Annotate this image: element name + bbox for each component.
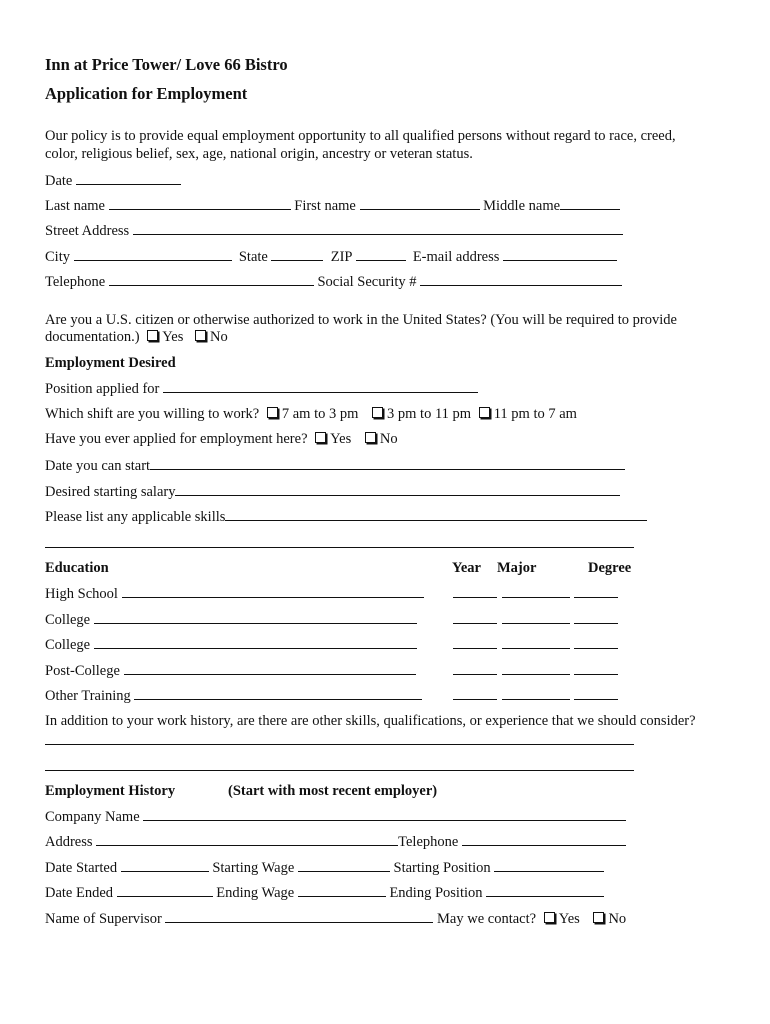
position-row	[45, 379, 478, 398]
citizen-no-checkbox[interactable]	[195, 330, 206, 341]
first-name-field[interactable]	[360, 196, 480, 210]
education-row	[45, 635, 417, 654]
date-ended-row	[45, 883, 604, 902]
education-row	[45, 661, 416, 680]
zip-field[interactable]	[356, 247, 406, 261]
starting-wage-label: Starting Wage	[212, 860, 295, 876]
applied-before-question: Have you ever applied for employment here?	[45, 431, 308, 447]
employer-address-label: Address	[45, 834, 93, 850]
ssn-label: Social Security #	[317, 274, 417, 290]
shift-2-label: 3 pm to 11 pm	[387, 406, 472, 422]
phone-row	[45, 272, 622, 291]
education-row-label: High School	[45, 586, 118, 602]
date-ended-label: Date Ended	[45, 885, 114, 901]
policy-line-1: Our policy is to provide equal employment opportunity to all qualified persons without regard to race, creed,	[45, 128, 676, 144]
contact-question: May we contact?	[437, 911, 537, 927]
year-field[interactable]	[453, 597, 497, 598]
major-field[interactable]	[502, 623, 570, 624]
start-date-field[interactable]	[150, 456, 625, 470]
education-school-field[interactable]	[94, 610, 417, 624]
major-field[interactable]	[502, 648, 570, 649]
company-title: Inn at Price Tower/ Love 66 Bistro	[45, 55, 288, 74]
street-row	[45, 221, 623, 240]
date-ended-field[interactable]	[117, 883, 213, 897]
applied-no-checkbox[interactable]	[365, 432, 376, 443]
city-field[interactable]	[74, 247, 232, 261]
employment-history-note: (Start with most recent employer)	[228, 783, 438, 799]
ending-position-field[interactable]	[486, 883, 604, 897]
additional-line-2[interactable]	[45, 770, 634, 771]
position-label: Position applied for	[45, 381, 160, 397]
education-row-label: Other Training	[45, 688, 131, 704]
position-field[interactable]	[163, 379, 478, 393]
company-name-label: Company Name	[45, 809, 140, 825]
degree-field[interactable]	[574, 648, 618, 649]
state-field[interactable]	[271, 247, 323, 261]
ending-wage-field[interactable]	[298, 883, 386, 897]
shift-1-label: 7 am to 3 pm	[281, 406, 359, 422]
date-started-label: Date Started	[45, 860, 118, 876]
last-name-label: Last name	[45, 198, 105, 214]
starting-position-label: Starting Position	[393, 860, 491, 876]
education-year-header: Year	[452, 560, 481, 576]
education-major-header: Major	[497, 560, 537, 576]
ending-position-label: Ending Position	[389, 885, 483, 901]
shift-1-checkbox[interactable]	[267, 407, 278, 418]
applied-before-row	[45, 430, 398, 448]
contact-yes-checkbox[interactable]	[544, 912, 555, 923]
supervisor-label: Name of Supervisor	[45, 911, 162, 927]
city-label: City	[45, 249, 70, 265]
starting-wage-field[interactable]	[298, 858, 390, 872]
applied-yes-label: Yes	[330, 431, 352, 447]
state-label: State	[238, 249, 268, 265]
applied-yes-checkbox[interactable]	[315, 432, 326, 443]
policy-line-2: color, religious belief, sex, age, national origin, ancestry or veteran status.	[45, 146, 473, 162]
employer-telephone-field[interactable]	[462, 832, 626, 846]
year-field[interactable]	[453, 623, 497, 624]
degree-field[interactable]	[574, 597, 618, 598]
skills-label: Please list any applicable skills	[45, 509, 226, 525]
company-name-field[interactable]	[143, 807, 626, 821]
citizen-no-label: No	[210, 329, 228, 345]
city-row	[45, 247, 617, 266]
middle-name-field[interactable]	[560, 196, 620, 210]
education-row	[45, 686, 422, 705]
year-field[interactable]	[453, 674, 497, 675]
employer-address-field[interactable]	[96, 832, 398, 846]
major-field[interactable]	[502, 674, 570, 675]
date-row	[45, 171, 181, 190]
education-row	[45, 610, 417, 629]
shift-question: Which shift are you willing to work?	[45, 406, 260, 422]
citizen-yes-checkbox[interactable]	[147, 330, 158, 341]
form-title: Application for Employment	[45, 84, 248, 103]
skills-extra-line[interactable]	[45, 547, 634, 548]
contact-no-checkbox[interactable]	[593, 912, 604, 923]
year-field[interactable]	[453, 648, 497, 649]
employment-history-heading: Employment History	[45, 783, 176, 799]
degree-field[interactable]	[574, 623, 618, 624]
name-row	[45, 196, 620, 215]
citizenship-row	[45, 328, 228, 346]
education-school-field[interactable]	[134, 686, 422, 700]
year-field[interactable]	[453, 699, 497, 700]
shift-3-checkbox[interactable]	[479, 407, 490, 418]
education-school-field[interactable]	[94, 635, 417, 649]
shift-row	[45, 405, 577, 423]
email-label: E-mail address	[412, 249, 500, 265]
education-degree-header: Degree	[588, 560, 632, 576]
contact-yes-label: Yes	[558, 911, 580, 927]
first-name-label: First name	[294, 198, 356, 214]
citizen-yes-label: Yes	[162, 329, 184, 345]
company-row	[45, 807, 626, 826]
date-label: Date	[45, 173, 73, 189]
degree-field[interactable]	[574, 674, 618, 675]
middle-name-label: Middle name	[483, 198, 561, 214]
date-started-row	[45, 858, 604, 877]
major-field[interactable]	[502, 597, 570, 598]
salary-label: Desired starting salary	[45, 484, 176, 500]
major-field[interactable]	[502, 699, 570, 700]
shift-2-checkbox[interactable]	[372, 407, 383, 418]
citizenship-line-2: documentation.)	[45, 329, 140, 345]
telephone-label: Telephone	[45, 274, 106, 290]
employment-desired-heading: Employment Desired	[45, 355, 176, 371]
applied-no-label: No	[379, 431, 398, 447]
street-address-label: Street Address	[45, 223, 130, 239]
degree-field[interactable]	[574, 699, 618, 700]
date-field[interactable]	[76, 171, 181, 185]
start-date-label: Date you can start	[45, 458, 151, 474]
date-started-field[interactable]	[121, 858, 209, 872]
education-school-field[interactable]	[122, 584, 424, 598]
education-heading: Education	[45, 560, 109, 576]
education-row-label: College	[45, 637, 91, 653]
supervisor-row	[45, 909, 626, 928]
employer-address-row	[45, 832, 626, 851]
telephone-field[interactable]	[109, 272, 314, 286]
street-address-field[interactable]	[133, 221, 623, 235]
education-row-label: Post-College	[45, 663, 120, 679]
additional-line-1[interactable]	[45, 744, 634, 745]
supervisor-field[interactable]	[165, 909, 433, 923]
education-school-field[interactable]	[124, 661, 416, 675]
start-date-row	[45, 456, 625, 475]
skills-row	[45, 507, 647, 526]
additional-qualifications-question: In addition to your work history, are there are other skills, qualifications, or experience that we should consider?	[45, 713, 696, 729]
education-row-label: College	[45, 612, 91, 628]
salary-row	[45, 482, 620, 501]
email-field[interactable]	[503, 247, 617, 261]
last-name-field[interactable]	[109, 196, 291, 210]
ssn-field[interactable]	[420, 272, 622, 286]
ending-wage-label: Ending Wage	[216, 885, 295, 901]
contact-no-label: No	[608, 911, 627, 927]
skills-field[interactable]	[225, 507, 647, 521]
education-row	[45, 584, 424, 603]
employer-telephone-label: Telephone	[398, 834, 459, 850]
zip-label: ZIP	[330, 249, 352, 265]
citizenship-line-1: Are you a U.S. citizen or otherwise authorized to work in the United States? (You will be required to provide	[45, 312, 677, 328]
starting-position-field[interactable]	[494, 858, 604, 872]
salary-field[interactable]	[175, 482, 620, 496]
shift-3-label: 11 pm to 7 am	[493, 406, 577, 422]
